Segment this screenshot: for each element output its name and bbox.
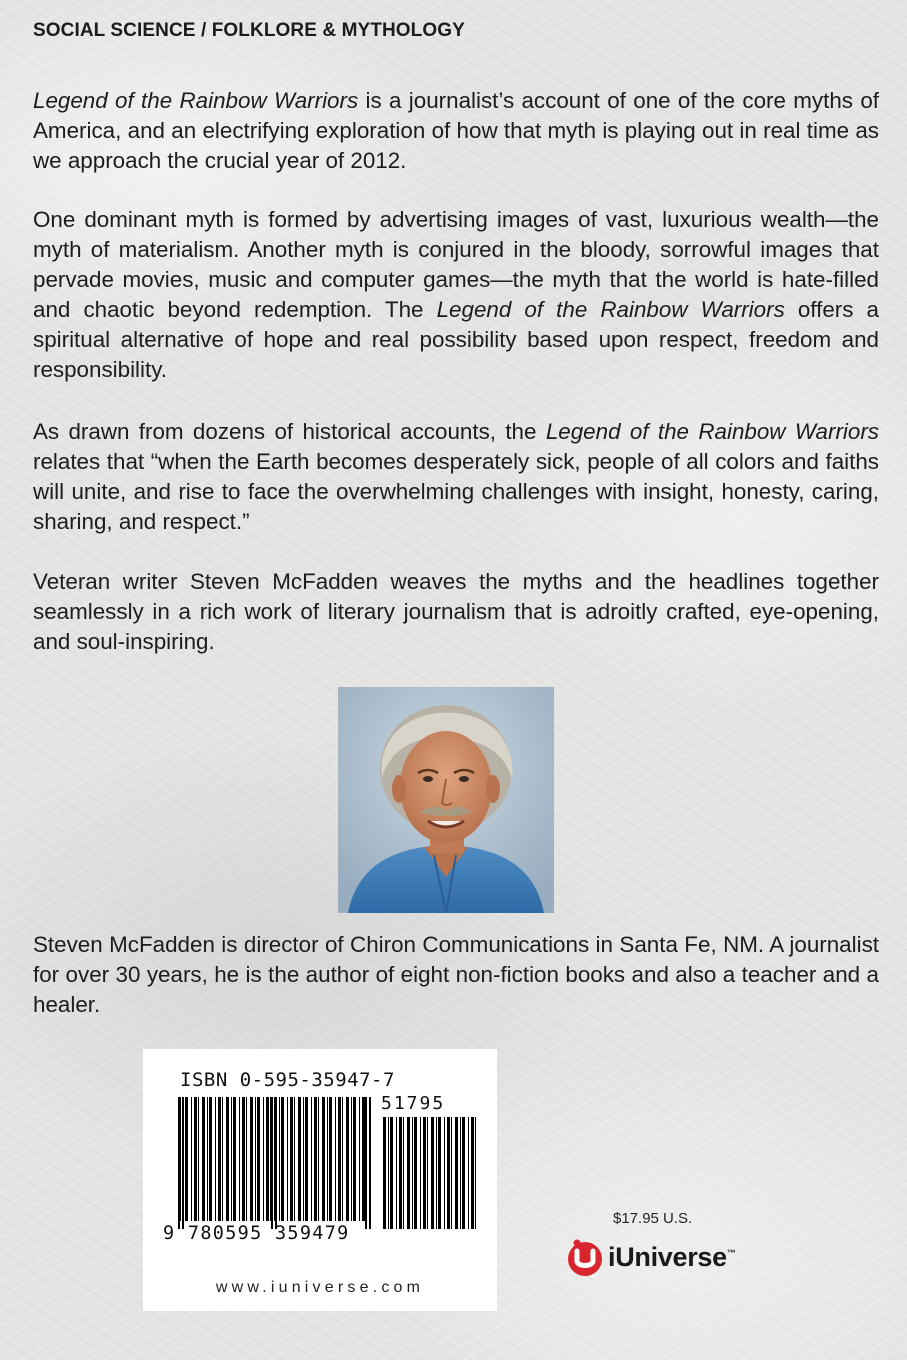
barcode-bar [455, 1117, 458, 1229]
barcode-bar [407, 1117, 410, 1229]
blurb-paragraph-4: Veteran writer Steven McFadden weaves the myths and the headlines together seamlessly in a rich work of literary journalism that is adroitly crafted, eye-opening, and soul-inspiring. [33, 569, 879, 654]
barcode-bar [359, 1097, 360, 1221]
isbn-number: ISBN 0-595-35947-7 [180, 1069, 395, 1091]
barcode-bar [202, 1097, 205, 1221]
blurb-text: One dominant myth is formed by advertising images of vast, luxurious wealth—the myth of materialism. Another myth is conjured in the bloody, sorrowful images that pervade movies, music and computer games—the myth that the world is hate-filled and chaotic beyond redemption. The [33, 207, 879, 322]
publisher-logo [566, 1234, 736, 1280]
barcode-guard-bar [275, 1097, 277, 1229]
barcode-bars [143, 1049, 497, 1279]
barcode-bar [246, 1097, 247, 1221]
publisher-name-text: iUniverse [608, 1241, 727, 1272]
publisher-name [608, 1242, 736, 1273]
barcode-bar [423, 1117, 426, 1229]
barcode-bar [233, 1097, 236, 1221]
barcode-bar [346, 1097, 349, 1221]
barcode-bar [388, 1117, 389, 1229]
barcode-bar [351, 1097, 352, 1221]
barcode-bar [207, 1097, 208, 1221]
barcode-bar [242, 1097, 245, 1221]
barcode-guard-bar [369, 1097, 371, 1229]
barcode-bar [185, 1097, 188, 1221]
barcode-bar [311, 1097, 312, 1221]
barcode-bar [255, 1097, 256, 1221]
barcode-bar [462, 1117, 465, 1229]
retail-price: $17.95 U.S. [613, 1210, 693, 1227]
barcode-bar [222, 1097, 223, 1221]
blurb-paragraph-3 [33, 417, 879, 537]
barcode-bar [318, 1097, 319, 1221]
barcode-bar [420, 1117, 421, 1229]
barcode-bar [412, 1117, 413, 1229]
barcode-bar [468, 1117, 469, 1229]
barcode-bar [451, 1117, 452, 1229]
blurb-text: is a journalist’s account of one of the core myths of America, and an electrifying exploration of how that myth is playing out in real time as we approach the crucial year of 2012. [33, 88, 880, 173]
blurb-text: As drawn from dozens of historical accounts, the [33, 419, 546, 444]
barcode-bar [335, 1097, 336, 1221]
barcode-bar [414, 1117, 417, 1229]
barcode-label [143, 1049, 497, 1311]
barcode-bar [327, 1097, 328, 1221]
blurb-text: offers a spiritual alternative of hope and real possibility based upon respect, freedom and responsibility. [33, 297, 879, 382]
publisher-website: www.iuniverse.com [215, 1279, 425, 1296]
barcode-bar [438, 1117, 441, 1229]
barcode-bar [209, 1097, 212, 1221]
barcode-bar [270, 1097, 271, 1221]
barcode-bar [383, 1117, 386, 1229]
barcode-bar [290, 1097, 293, 1221]
barcode-bar [198, 1097, 199, 1221]
barcode-bar [436, 1117, 437, 1229]
barcode-bar [294, 1097, 295, 1221]
barcode-bar [447, 1117, 450, 1229]
barcode-bar [305, 1097, 308, 1221]
barcode-bar [191, 1097, 192, 1221]
ean-digits: 9 780595 359479 [163, 1223, 350, 1244]
book-title-italic: Legend of the Rainbow Warriors [545, 419, 879, 444]
barcode-bar [194, 1097, 197, 1221]
blurb-paragraph-2 [33, 205, 879, 385]
barcode-bar [338, 1097, 341, 1221]
barcode-guard-bar [271, 1097, 273, 1229]
barcode-bar [281, 1097, 284, 1221]
barcode-bar [396, 1117, 397, 1229]
barcode-bar [257, 1097, 260, 1221]
barcode-bar [287, 1097, 288, 1221]
barcode-bar [303, 1097, 304, 1221]
barcode-bar [399, 1117, 402, 1229]
barcode-bar [298, 1097, 301, 1221]
barcode-bar [322, 1097, 325, 1221]
blurb-paragraph-1 [33, 86, 879, 176]
book-title-italic: Legend of the Rainbow Warriors [33, 88, 359, 113]
barcode-bar [279, 1097, 280, 1221]
barcode-bar [239, 1097, 240, 1221]
barcode-bar [427, 1117, 428, 1229]
barcode-bar [444, 1117, 445, 1229]
author-portrait [338, 687, 554, 913]
barcode-guard-bar [182, 1097, 184, 1229]
author-bio: Steven McFadden is director of Chiron Communications in Santa Fe, NM. A journalist for over 30 years, he is the author of eight non-fiction books and also a teacher and a healer. [33, 932, 879, 1017]
barcode-bar [403, 1117, 404, 1229]
blurb-text: relates that “when the Earth becomes desperately sick, people of all colors and faiths will unite, and rise to face the overwhelming challenges with insight, honesty, caring, sharing, and respect.” [33, 449, 879, 534]
barcode-bar [314, 1097, 317, 1221]
barcode-guard-bar [365, 1097, 367, 1229]
price-code-digits: 51795 [381, 1093, 446, 1114]
barcode-bar [215, 1097, 216, 1221]
barcode-bar [431, 1117, 434, 1229]
barcode-guard-bar [178, 1097, 180, 1229]
author-photo [338, 687, 554, 913]
barcode-bar [475, 1117, 476, 1229]
barcode-bar [266, 1097, 269, 1221]
barcode-bar [231, 1097, 232, 1221]
barcode-bar [390, 1117, 393, 1229]
barcode-bar [250, 1097, 253, 1221]
barcode-bar [471, 1117, 474, 1229]
barcode-bar [218, 1097, 221, 1221]
book-title-italic: Legend of the Rainbow Warriors [436, 297, 785, 322]
barcode-bar [460, 1117, 461, 1229]
barcode-bar [329, 1097, 332, 1221]
barcode-bar [362, 1097, 365, 1221]
barcode-bar [263, 1097, 264, 1221]
trademark-symbol: ™ [726, 1247, 736, 1258]
barcode-bar [342, 1097, 343, 1221]
iuniverse-u-logo-icon [566, 1237, 604, 1277]
category-label: SOCIAL SCIENCE / FOLKLORE & MYTHOLOGY [33, 20, 465, 41]
barcode-bar [353, 1097, 356, 1221]
barcode-bar [226, 1097, 229, 1221]
